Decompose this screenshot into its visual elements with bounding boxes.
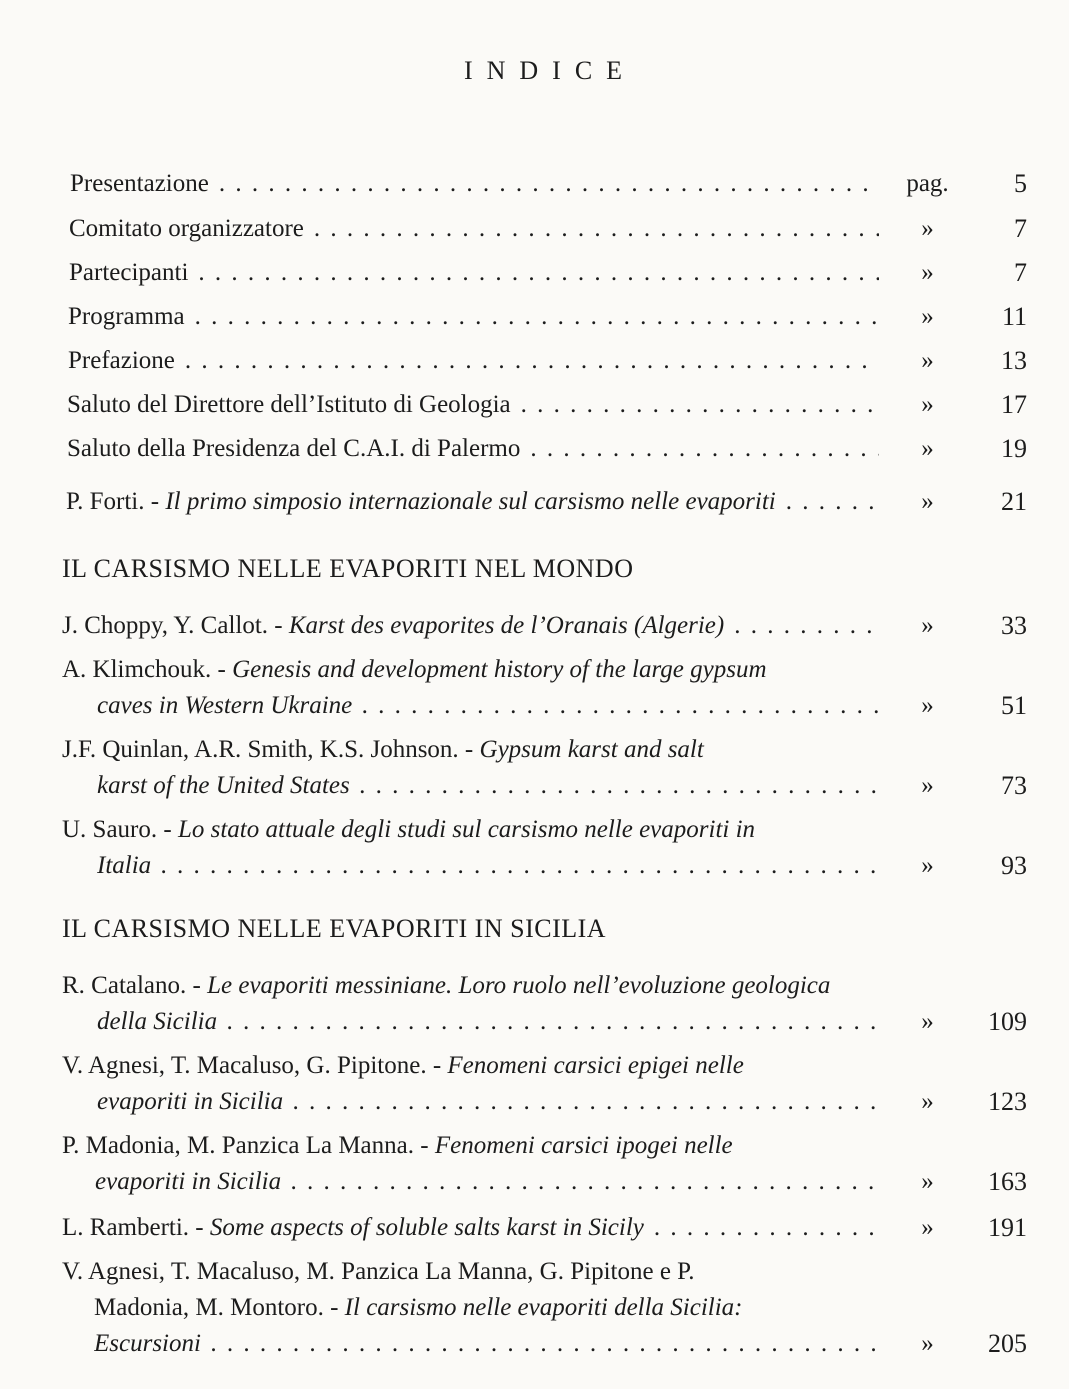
entry-authors: P. Forti. - xyxy=(66,488,160,515)
entry-abbr: » xyxy=(921,1168,934,1195)
entry-title: Fenomeni carsici ipogei nelle xyxy=(434,1132,733,1159)
toc-entry xyxy=(0,387,1069,423)
entry-page: 51 xyxy=(1001,691,1027,720)
section-heading-sicily: IL CARSISMO NELLE EVAPORITI IN SICILIA xyxy=(62,914,607,943)
entry-page: 17 xyxy=(1001,390,1027,419)
toc-entry-intro xyxy=(0,484,1069,520)
toc-entry xyxy=(0,211,1069,247)
entry-abbr: pag. xyxy=(906,170,949,197)
entry-title: Gypsum karst and salt xyxy=(479,736,704,763)
entry-page: 191 xyxy=(988,1213,1027,1242)
entry-abbr: » xyxy=(921,692,934,719)
toc-entry xyxy=(0,968,1069,1040)
entry-title-cont: evaporiti in Sicilia . . . xyxy=(95,1164,879,1200)
entry-title-cont: della Sicilia . . . xyxy=(97,1004,879,1040)
entry-title-cont: Escursioni . . . xyxy=(94,1326,879,1362)
toc-entry xyxy=(0,1210,1069,1246)
entry-abbr: » xyxy=(921,488,934,515)
entry-page: 123 xyxy=(988,1087,1027,1116)
entry-title: Presentazione . . . xyxy=(70,166,879,202)
entry-title: Le evaporiti messiniane. Loro ruolo nell’evoluzione geologica xyxy=(207,972,831,999)
entry-title: Saluto della Presidenza del C.A.I. di Palermo . . . xyxy=(67,431,879,467)
toc-entry xyxy=(0,255,1069,291)
entry-abbr: » xyxy=(921,435,934,462)
toc-entry xyxy=(0,1254,1069,1362)
entry-abbr: » xyxy=(921,1214,934,1241)
entry-page: 205 xyxy=(988,1329,1027,1358)
entry-abbr: » xyxy=(921,259,934,286)
toc-entry xyxy=(0,299,1069,335)
entry-abbr: » xyxy=(921,772,934,799)
toc-entry xyxy=(0,166,1069,202)
entry-title-cont: evaporiti in Sicilia . . . xyxy=(97,1084,879,1120)
entry-authors: J.F. Quinlan, A.R. Smith, K.S. Johnson. - xyxy=(62,736,474,763)
entry-abbr: » xyxy=(921,347,934,374)
entry-page: 5 xyxy=(1014,169,1027,198)
entry-title: Programma . . . xyxy=(68,299,879,335)
entry-title: Comitato organizzatore . . . xyxy=(69,211,879,247)
entry-abbr: » xyxy=(921,1088,934,1115)
entry-page: 93 xyxy=(1001,851,1027,880)
entry-page: 33 xyxy=(1001,611,1027,640)
toc-entry xyxy=(0,1128,1069,1200)
toc-entry xyxy=(0,732,1069,804)
section-heading-world: IL CARSISMO NELLE EVAPORITI NEL MONDO xyxy=(62,554,634,583)
toc-entry xyxy=(0,1048,1069,1120)
entry-authors: V. Agnesi, T. Macaluso, M. Panzica La Manna, G. Pipitone e P. xyxy=(62,1258,695,1285)
entry-abbr: » xyxy=(921,391,934,418)
toc-entry xyxy=(0,608,1069,644)
entry-page: 7 xyxy=(1014,214,1027,243)
entry-page: 73 xyxy=(1001,771,1027,800)
entry-title-cont: karst of the United States . . . xyxy=(97,768,879,804)
entry-page: 13 xyxy=(1001,346,1027,375)
entry-page: 7 xyxy=(1014,258,1027,287)
entry-page: 21 xyxy=(1001,487,1027,516)
entry-authors: J. Choppy, Y. Callot. - xyxy=(62,612,283,639)
entry-title: Lo stato attuale degli studi sul carsismo nelle evaporiti in xyxy=(177,816,756,843)
entry-title: Genesis and development history of the large gypsum xyxy=(232,656,767,683)
entry-authors: A. Klimchouk. - xyxy=(62,656,226,683)
entry-title: Il primo simposio internazionale sul carsismo nelle evaporiti xyxy=(165,488,776,515)
entry-authors-cont: Madonia, M. Montoro. - xyxy=(94,1294,339,1321)
entry-title: Karst des evaporites de l’Oranais (Algerie) xyxy=(288,612,725,639)
entry-title: Fenomeni carsici epigei nelle xyxy=(447,1052,744,1079)
entry-abbr: » xyxy=(921,1330,934,1357)
entry-title-cont: caves in Western Ukraine . . . xyxy=(97,688,879,724)
entry-authors: R. Catalano. - xyxy=(62,972,201,999)
entry-title: Partecipanti . . . xyxy=(69,255,879,291)
toc-entry xyxy=(0,431,1069,467)
entry-title: Prefazione . . . xyxy=(68,343,879,379)
toc-entry xyxy=(0,812,1069,884)
entry-abbr: » xyxy=(921,215,934,242)
toc-entry xyxy=(0,343,1069,379)
entry-title: Il carsismo nelle evaporiti della Sicilia: xyxy=(344,1294,743,1321)
entry-authors: L. Ramberti. - xyxy=(62,1214,204,1241)
entry-page: 19 xyxy=(1001,434,1027,463)
page-title: INDICE xyxy=(463,56,637,85)
entry-authors: U. Sauro. - xyxy=(62,816,172,843)
entry-abbr: » xyxy=(921,303,934,330)
entry-title: Saluto del Direttore dell’Istituto di Geologia . . . xyxy=(67,387,879,423)
entry-abbr: » xyxy=(921,612,934,639)
entry-title: Some aspects of soluble salts karst in Sicily xyxy=(209,1214,644,1241)
entry-page: 163 xyxy=(988,1167,1027,1196)
toc-entry xyxy=(0,652,1069,724)
entry-page: 11 xyxy=(1001,302,1027,331)
entry-title-cont: Italia . . . xyxy=(97,848,879,884)
entry-abbr: » xyxy=(921,1008,934,1035)
entry-authors: P. Madonia, M. Panzica La Manna. - xyxy=(62,1132,429,1159)
entry-authors: V. Agnesi, T. Macaluso, G. Pipitone. - xyxy=(62,1052,442,1079)
entry-page: 109 xyxy=(988,1007,1027,1036)
entry-abbr: » xyxy=(921,852,934,879)
